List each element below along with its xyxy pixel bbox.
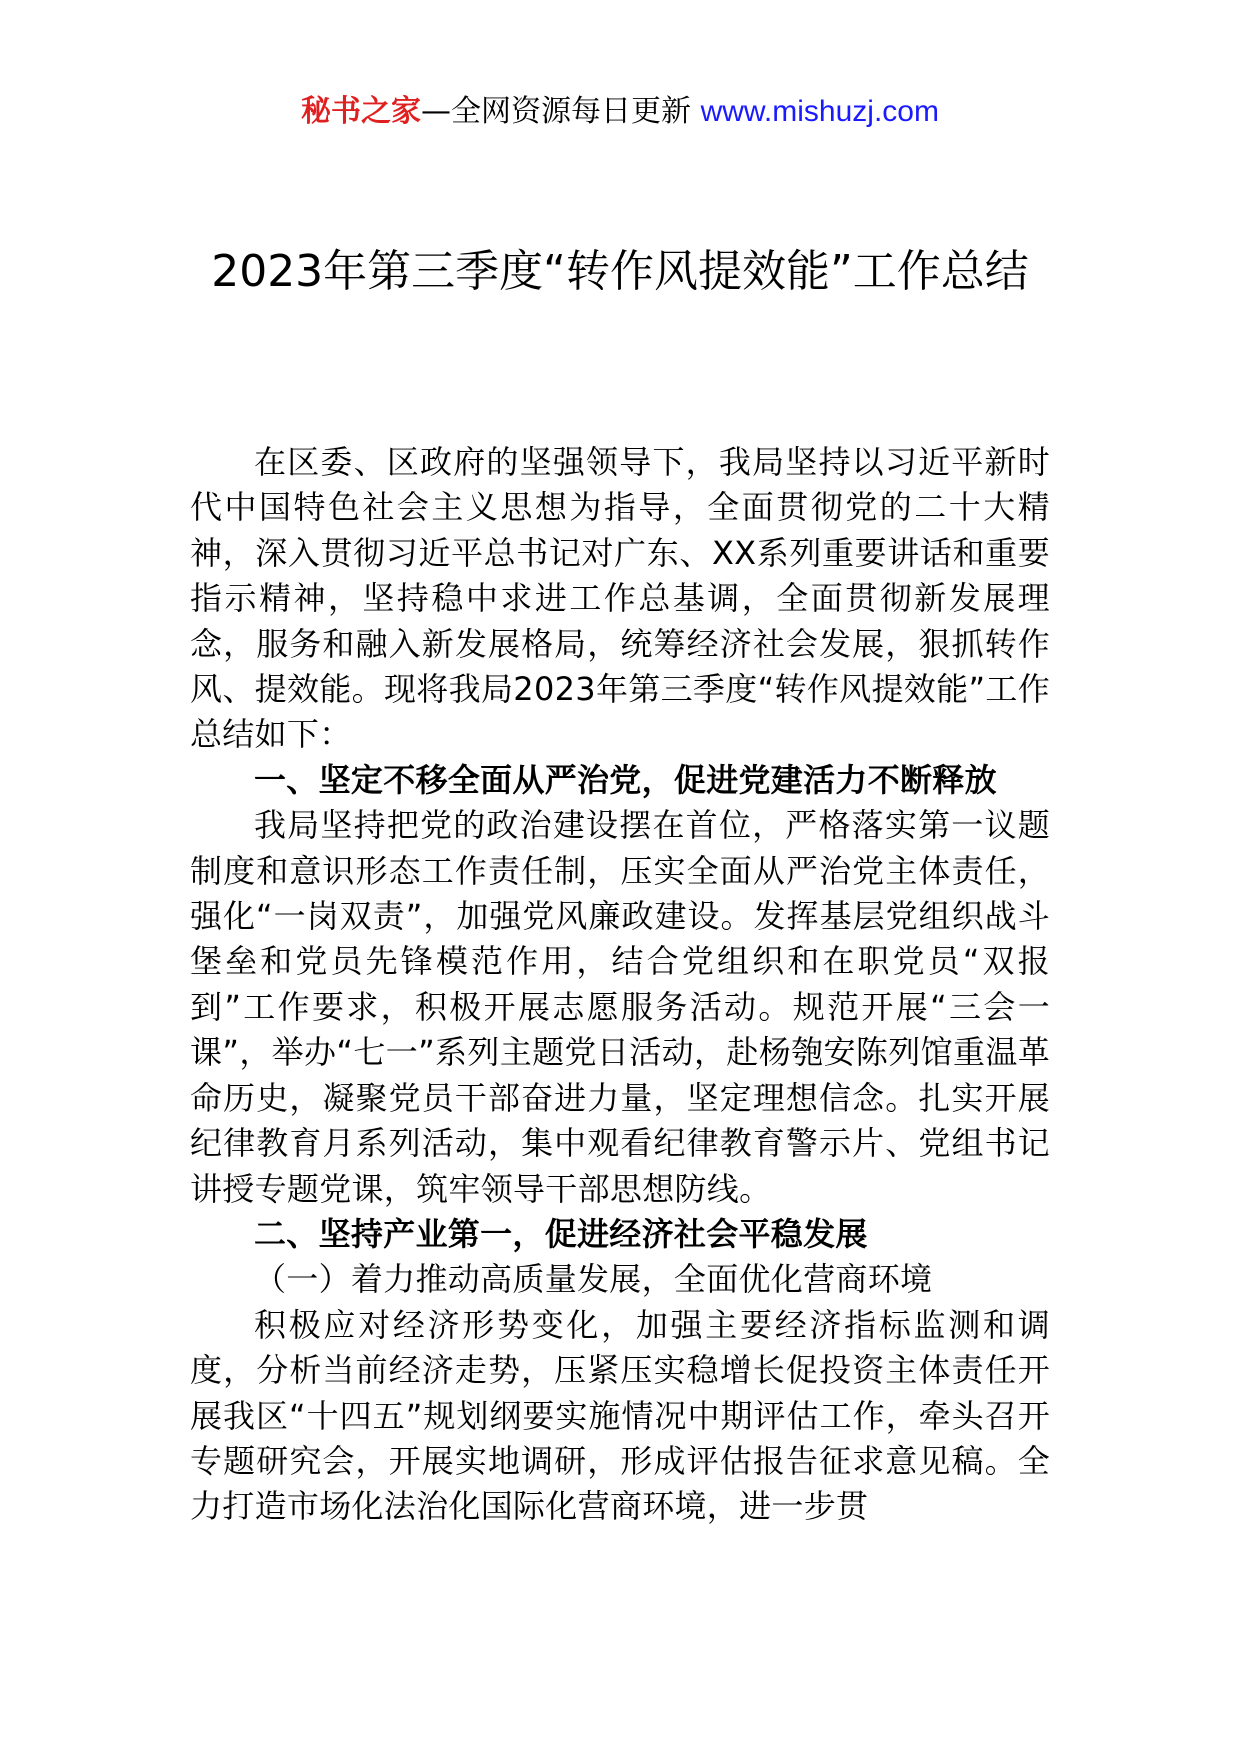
site-url-link[interactable]: www.mishuzj.com — [700, 95, 939, 128]
intro-paragraph: 在区委、区政府的坚强领导下，我局坚持以习近平新时代中国特色社会主义思想为指导，全面贯彻党的二十大精神，深入贯彻习近平总书记对广东、XX系列重要讲话和重要指示精神，坚持稳中求进工作总基调，全面贯彻新发展理念，服务和融入新发展格局，统筹经济社会发展，狠抓转作风、提效能。现将我局2023年第三季度“转作风提效能”工作总结如下： — [190, 443, 1050, 754]
document-body — [190, 440, 1050, 1530]
section-1-paragraph: 我局坚持把党的政治建设摆在首位，严格落实第一议题制度和意识形态工作责任制，压实全面从严治党主体责任，强化“一岗双责”，加强党风廉政建设。发挥基层党组织战斗堡垒和党员先锋模范作用，结合党组织和在职党员“双报到”工作要求，积极开展志愿服务活动。规范开展“三会一课”，举办“七一”系列主题党日活动，赴杨匏安陈列馆重温革命历史，凝聚党员干部奋进力量，坚定理想信念。扎实开展纪律教育月系列活动，集中观看纪律教育警示片、党组书记讲授专题党课，筑牢领导干部思想防线。 — [190, 806, 1050, 1208]
banner-tagline: —全网资源每日更新 — [421, 94, 692, 129]
section-heading-1: 一、坚定不移全面从严治党，促进党建活力不断释放 — [254, 760, 997, 799]
section-heading-2: 二、坚持产业第一，促进经济社会平稳发展 — [254, 1214, 868, 1253]
site-banner — [0, 92, 1240, 132]
document-title: 2023年第三季度“转作风提效能”工作总结 — [211, 246, 1029, 297]
brand-name: 秘书之家 — [301, 94, 422, 129]
subsection-heading-1: （一）着力推动高质量发展，全面优化营商环境 — [254, 1260, 933, 1299]
subsection-1-paragraph: 积极应对经济形势变化，加强主要经济指标监测和调度，分析当前经济走势，压紧压实稳增长促投资主体责任开展我区“十四五”规划纲要实施情况中期评估工作，牵头召开专题研究会，开展实地调研，形成评估报告征求意见稿。全力打造市场化法治化国际化营商环境，进一步贯 — [190, 1305, 1050, 1526]
